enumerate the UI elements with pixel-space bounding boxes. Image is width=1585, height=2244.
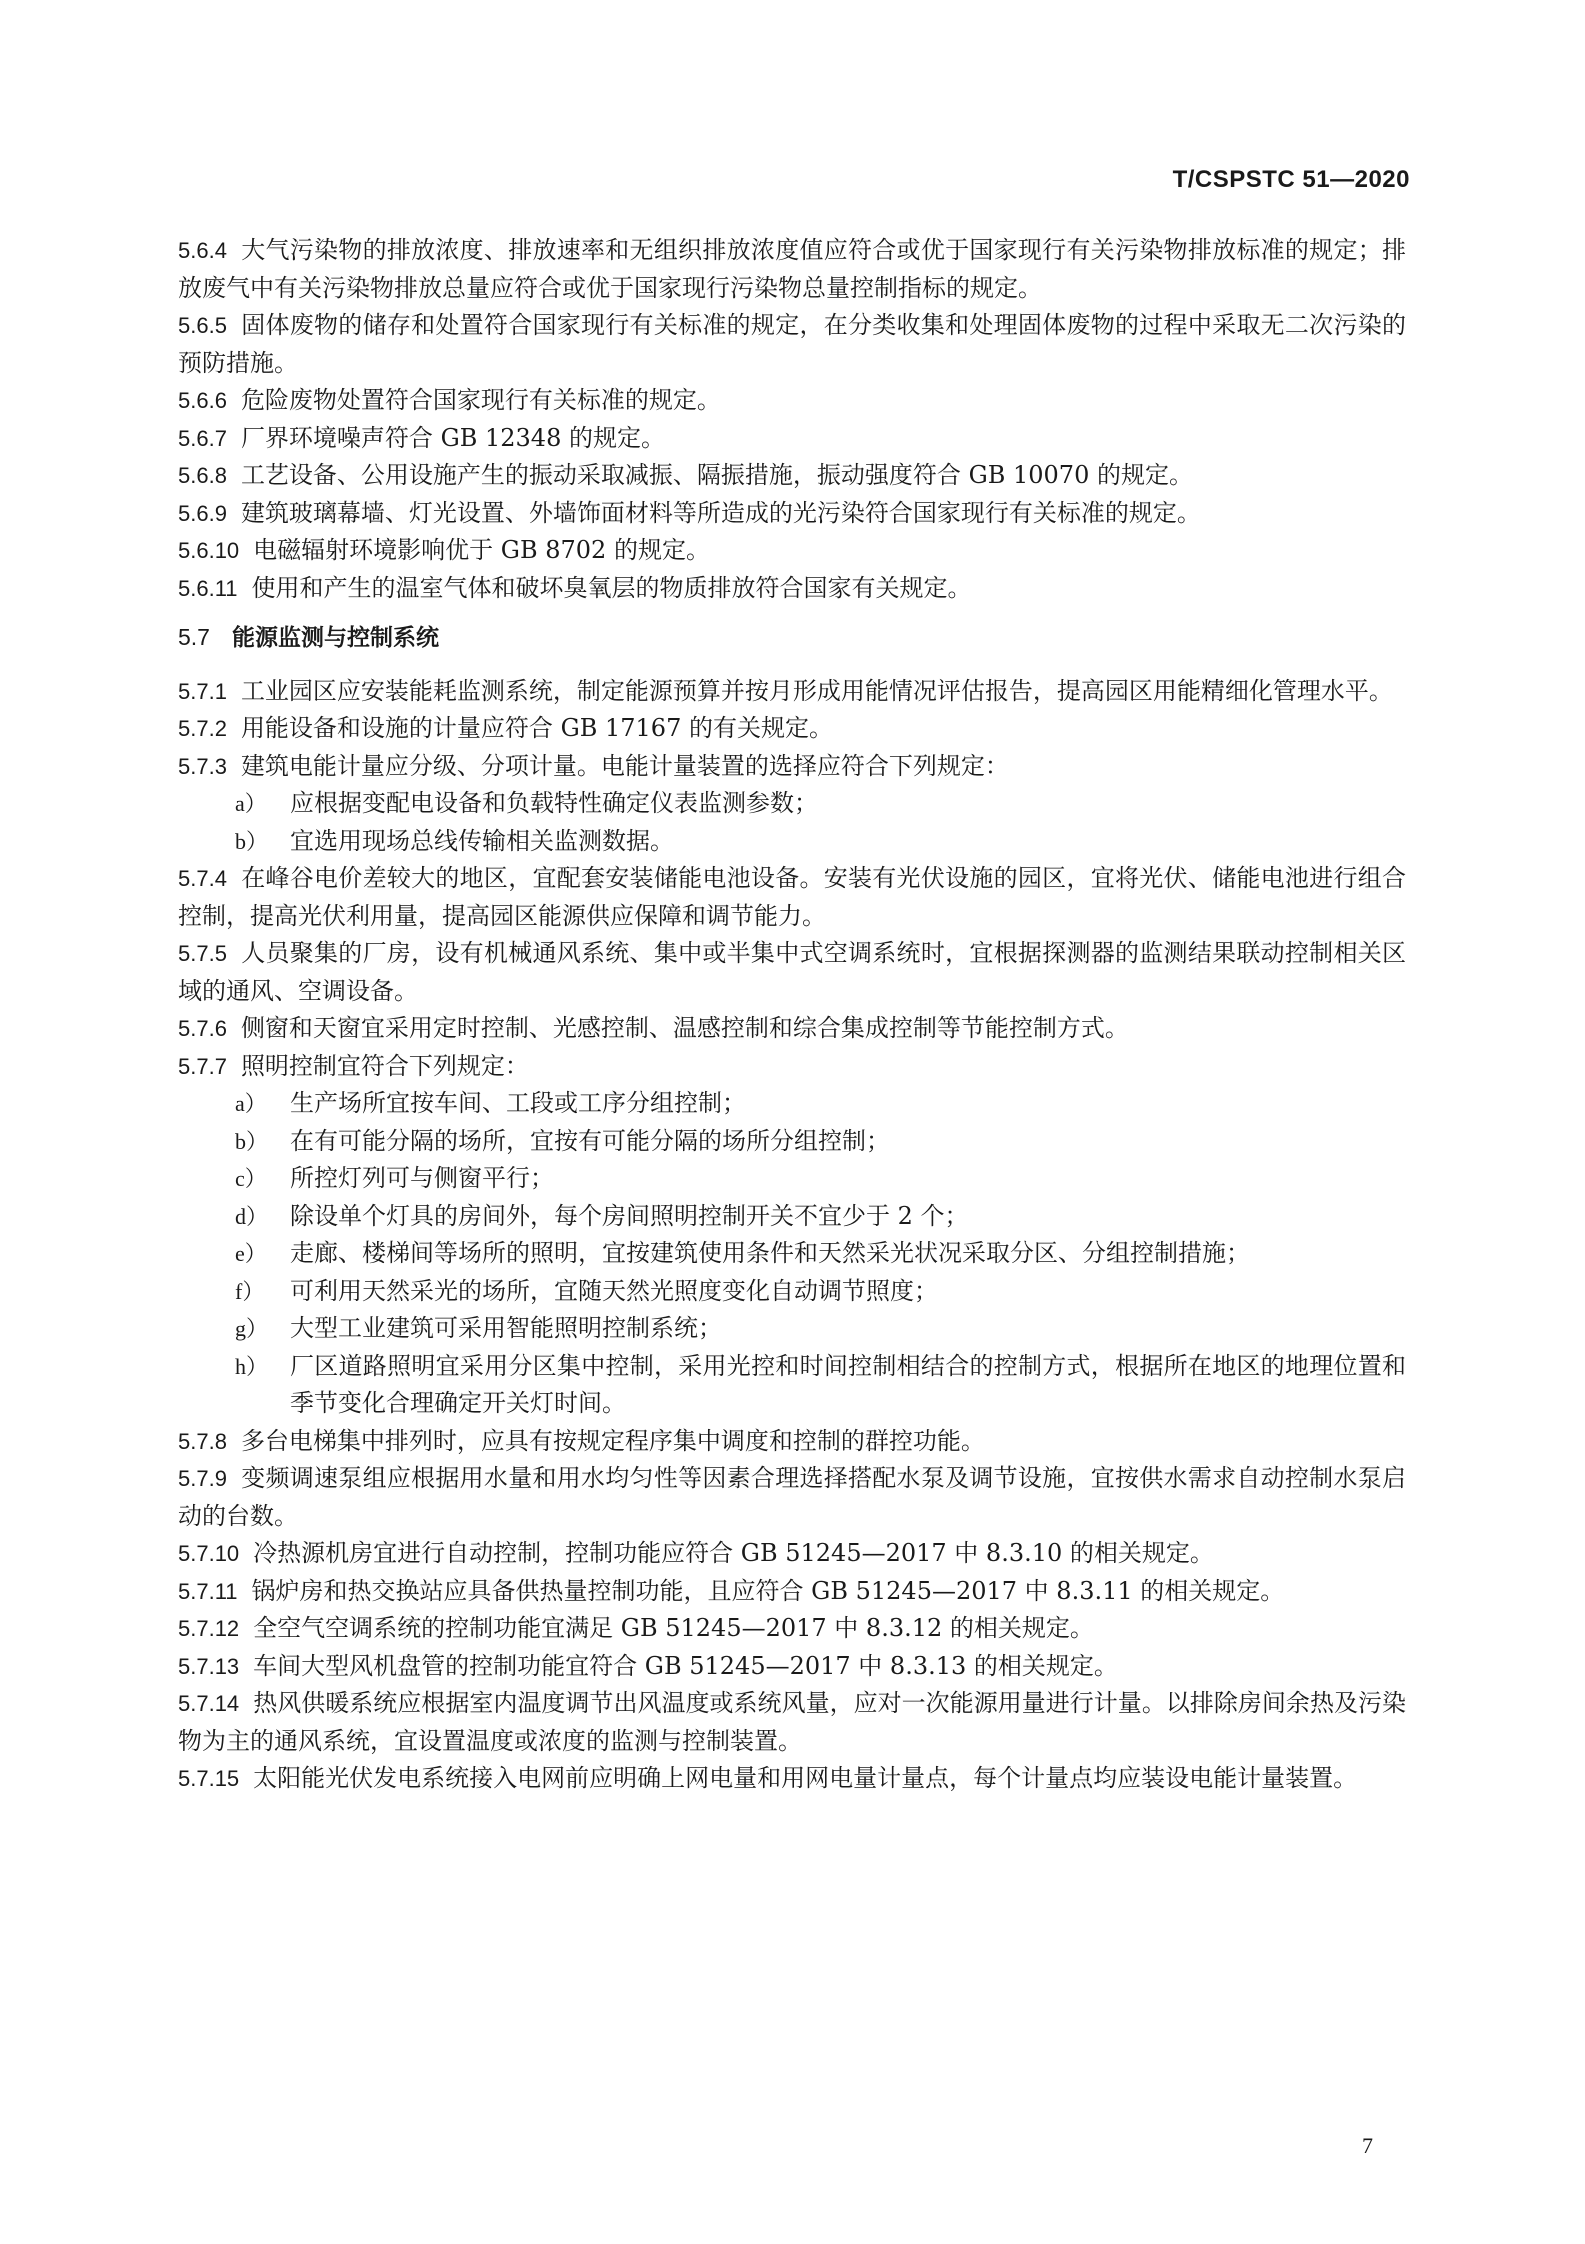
list-item-text: 可利用天然采光的场所，宜随天然光照度变化自动调节照度； [290,1276,938,1305]
list-item-text: 在有可能分隔的场所，宜按有可能分隔的场所分组控制； [290,1126,890,1155]
clause-text: 冷热源机房宜进行自动控制，控制功能应符合 GB 51245—2017 中 8.3.10 的相关规定。 [253,1539,1214,1567]
clause [178,570,1406,608]
clause-text: 照明控制宜符合下列规定： [240,1051,529,1080]
clause-number: 5.7.13 [178,1653,240,1679]
list-item-label: d） [235,1203,269,1229]
clause-text: 使用和产生的温室气体和破坏臭氧层的物质排放符合国家有关规定。 [251,573,972,602]
clause-text: 工业园区应安装能耗监测系统，制定能源预算并按月形成用能情况评估报告，提高园区用能精细化管理水平。 [240,676,1393,705]
list-item [178,1198,1406,1236]
list-item-label: g） [235,1316,269,1341]
section-heading [178,619,1406,657]
clause [178,1760,1406,1798]
list-item-label: b） [235,828,269,854]
clause [178,935,1406,1010]
section-title: 能源监测与控制系统 [231,624,439,650]
clause-text: 厂界环境噪声符合 GB 12348 的规定。 [240,423,665,452]
clause [178,673,1406,711]
clause [178,1535,1406,1573]
page-number: 7 [1362,2133,1373,2158]
list-item [178,1273,1406,1311]
list-item-label: e） [235,1241,267,1266]
clause [178,1010,1406,1048]
clause-number: 5.7.6 [178,1016,227,1041]
list-item-label: c） [235,1166,267,1191]
clause [178,710,1406,748]
section-number: 5.7 [178,624,210,650]
clause-number: 5.7.15 [178,1766,240,1791]
list-item-label: a） [235,791,267,816]
clause-number: 5.6.10 [178,538,240,563]
list-item [178,1123,1406,1161]
list-item [178,1160,1406,1198]
clause [178,1460,1406,1535]
clause [178,532,1406,570]
clause-text: 建筑电能计量应分级、分项计量。电能计量装置的选择应符合下列规定： [240,751,1009,780]
clause [178,1685,1406,1760]
list-item [178,1085,1406,1123]
clause-text: 建筑玻璃幕墙、灯光设置、外墙饰面材料等所造成的光污染符合国家现行有关标准的规定。 [240,498,1201,527]
clause [178,307,1406,382]
clause [178,232,1406,307]
clause-text: 热风供暖系统应根据室内温度调节出风温度或系统风量，应对一次能源用量进行计量。以排除房间余热及污染物为主的通风系统，宜设置温度或浓度的监测与控制装置。 [178,1689,1406,1755]
list-item-text: 应根据变配电设备和负载特性确定仪表监测参数； [290,789,818,817]
clause-text: 车间大型风机盘管的控制功能宜符合 GB 51245—2017 中 8.3.13 的相关规定。 [253,1651,1118,1680]
clause-number: 5.7.12 [178,1616,240,1641]
clause-number: 5.7.1 [178,678,227,704]
clause-number: 5.7.4 [178,866,227,891]
clause-text: 在峰谷电价差较大的地区，宜配套安装储能电池设备。安装有光伏设施的园区，宜将光伏、储能电池进行组合控制，提高光伏利用量，提高园区能源供应保障和调节能力。 [178,864,1406,930]
list-item-text: 除设单个灯具的房间外，每个房间照明控制开关不宜少于 2 个； [290,1201,969,1230]
clause-text: 侧窗和天窗宜采用定时控制、光感控制、温感控制和综合集成控制等节能控制方式。 [240,1014,1129,1042]
clause-number: 5.6.6 [178,388,227,413]
clause-text: 太阳能光伏发电系统接入电网前应明确上网电量和用网电量计量点，每个计量点均应装设电能计量装置。 [253,1764,1358,1792]
clause-text: 锅炉房和热交换站应具备供热量控制功能，且应符合 GB 51245—2017 中 8.3.11 的相关规定。 [251,1576,1285,1605]
clause [178,382,1406,420]
list-item [178,1348,1406,1423]
clause-text: 全空气空调系统的控制功能宜满足 GB 51245—2017 中 8.3.12 的相关规定。 [253,1614,1094,1642]
clause-number: 5.6.5 [178,313,227,338]
clause-number: 5.6.4 [178,238,227,263]
clause-text: 危险废物处置符合国家现行有关标准的规定。 [240,386,721,414]
clause-text: 变频调速泵组应根据用水量和用水均匀性等因素合理选择搭配水泵及调节设施，宜按供水需求自动控制水泵启动的台数。 [178,1464,1406,1530]
clause-number: 5.7.14 [178,1691,240,1716]
list-item [178,1235,1406,1273]
standard-id: T/CSPSTC 51—2020 [1172,166,1410,193]
clause-text: 大气污染物的排放浓度、排放速率和无组织排放浓度值应符合或优于国家现行有关污染物排放标准的规定；排放废气中有关污染物排放总量应符合或优于国家现行污染物总量控制指标的规定。 [178,236,1406,302]
clause [178,495,1406,533]
list-item-text: 宜选用现场总线传输相关监测数据。 [290,826,674,855]
document-body [178,232,1406,1798]
list-item-label: b） [235,1128,269,1154]
list-item [178,823,1406,861]
clause-text: 人员聚集的厂房，设有机械通风系统、集中或半集中式空调系统时，宜根据探测器的监测结果联动控制相关区域的通风、空调设备。 [178,939,1406,1005]
clause-text: 工艺设备、公用设施产生的振动采取减振、隔振措施，振动强度符合 GB 10070 的规定。 [240,461,1193,489]
clause [178,457,1406,495]
clause-number: 5.6.8 [178,463,227,488]
list-item-text: 厂区道路照明宜采用分区集中控制，采用光控和时间控制相结合的控制方式，根据所在地区的地理位置和季节变化合理确定开关灯时间。 [290,1351,1406,1417]
list-item-text: 生产场所宜按车间、工段或工序分组控制； [290,1089,746,1117]
clause-number: 5.6.7 [178,425,227,451]
clause-number: 5.7.2 [178,716,227,741]
clause-text: 固体废物的储存和处置符合国家现行有关标准的规定，在分类收集和处理固体废物的过程中采取无二次污染的预防措施。 [178,311,1406,377]
clause [178,420,1406,458]
clause [178,1648,1406,1686]
clause-number: 5.7.5 [178,941,227,966]
clause-number: 5.6.9 [178,500,227,526]
clause-number: 5.7.8 [178,1428,227,1454]
list-item-label: f） [235,1278,265,1304]
list-item-text: 所控灯列可与侧窗平行； [290,1164,554,1192]
clause-text: 电磁辐射环境影响优于 GB 8702 的规定。 [253,536,710,564]
list-item-text: 大型工业建筑可采用智能照明控制系统； [290,1314,722,1342]
clause [178,860,1406,935]
clause-number: 5.7.3 [178,753,227,779]
clause [178,1423,1406,1461]
list-item-text: 走廊、楼梯间等场所的照明，宜按建筑使用条件和天然采光状况采取分区、分组控制措施； [290,1239,1250,1267]
list-item [178,785,1406,823]
clause [178,1573,1406,1611]
clause-number: 5.7.9 [178,1466,227,1491]
clause [178,1048,1406,1086]
clause-number: 5.7.7 [178,1053,227,1079]
clause [178,1610,1406,1648]
list-item-label: a） [235,1091,267,1116]
clause-number: 5.6.11 [178,575,238,601]
list-item-label: h） [235,1353,269,1379]
list-item [178,1310,1406,1348]
clause [178,748,1406,786]
clause-text: 多台电梯集中排列时，应具有按规定程序集中调度和控制的群控功能。 [240,1426,985,1455]
clause-number: 5.7.11 [178,1578,238,1604]
clause-text: 用能设备和设施的计量应符合 GB 17167 的有关规定。 [240,714,833,742]
clause-number: 5.7.10 [178,1541,240,1566]
